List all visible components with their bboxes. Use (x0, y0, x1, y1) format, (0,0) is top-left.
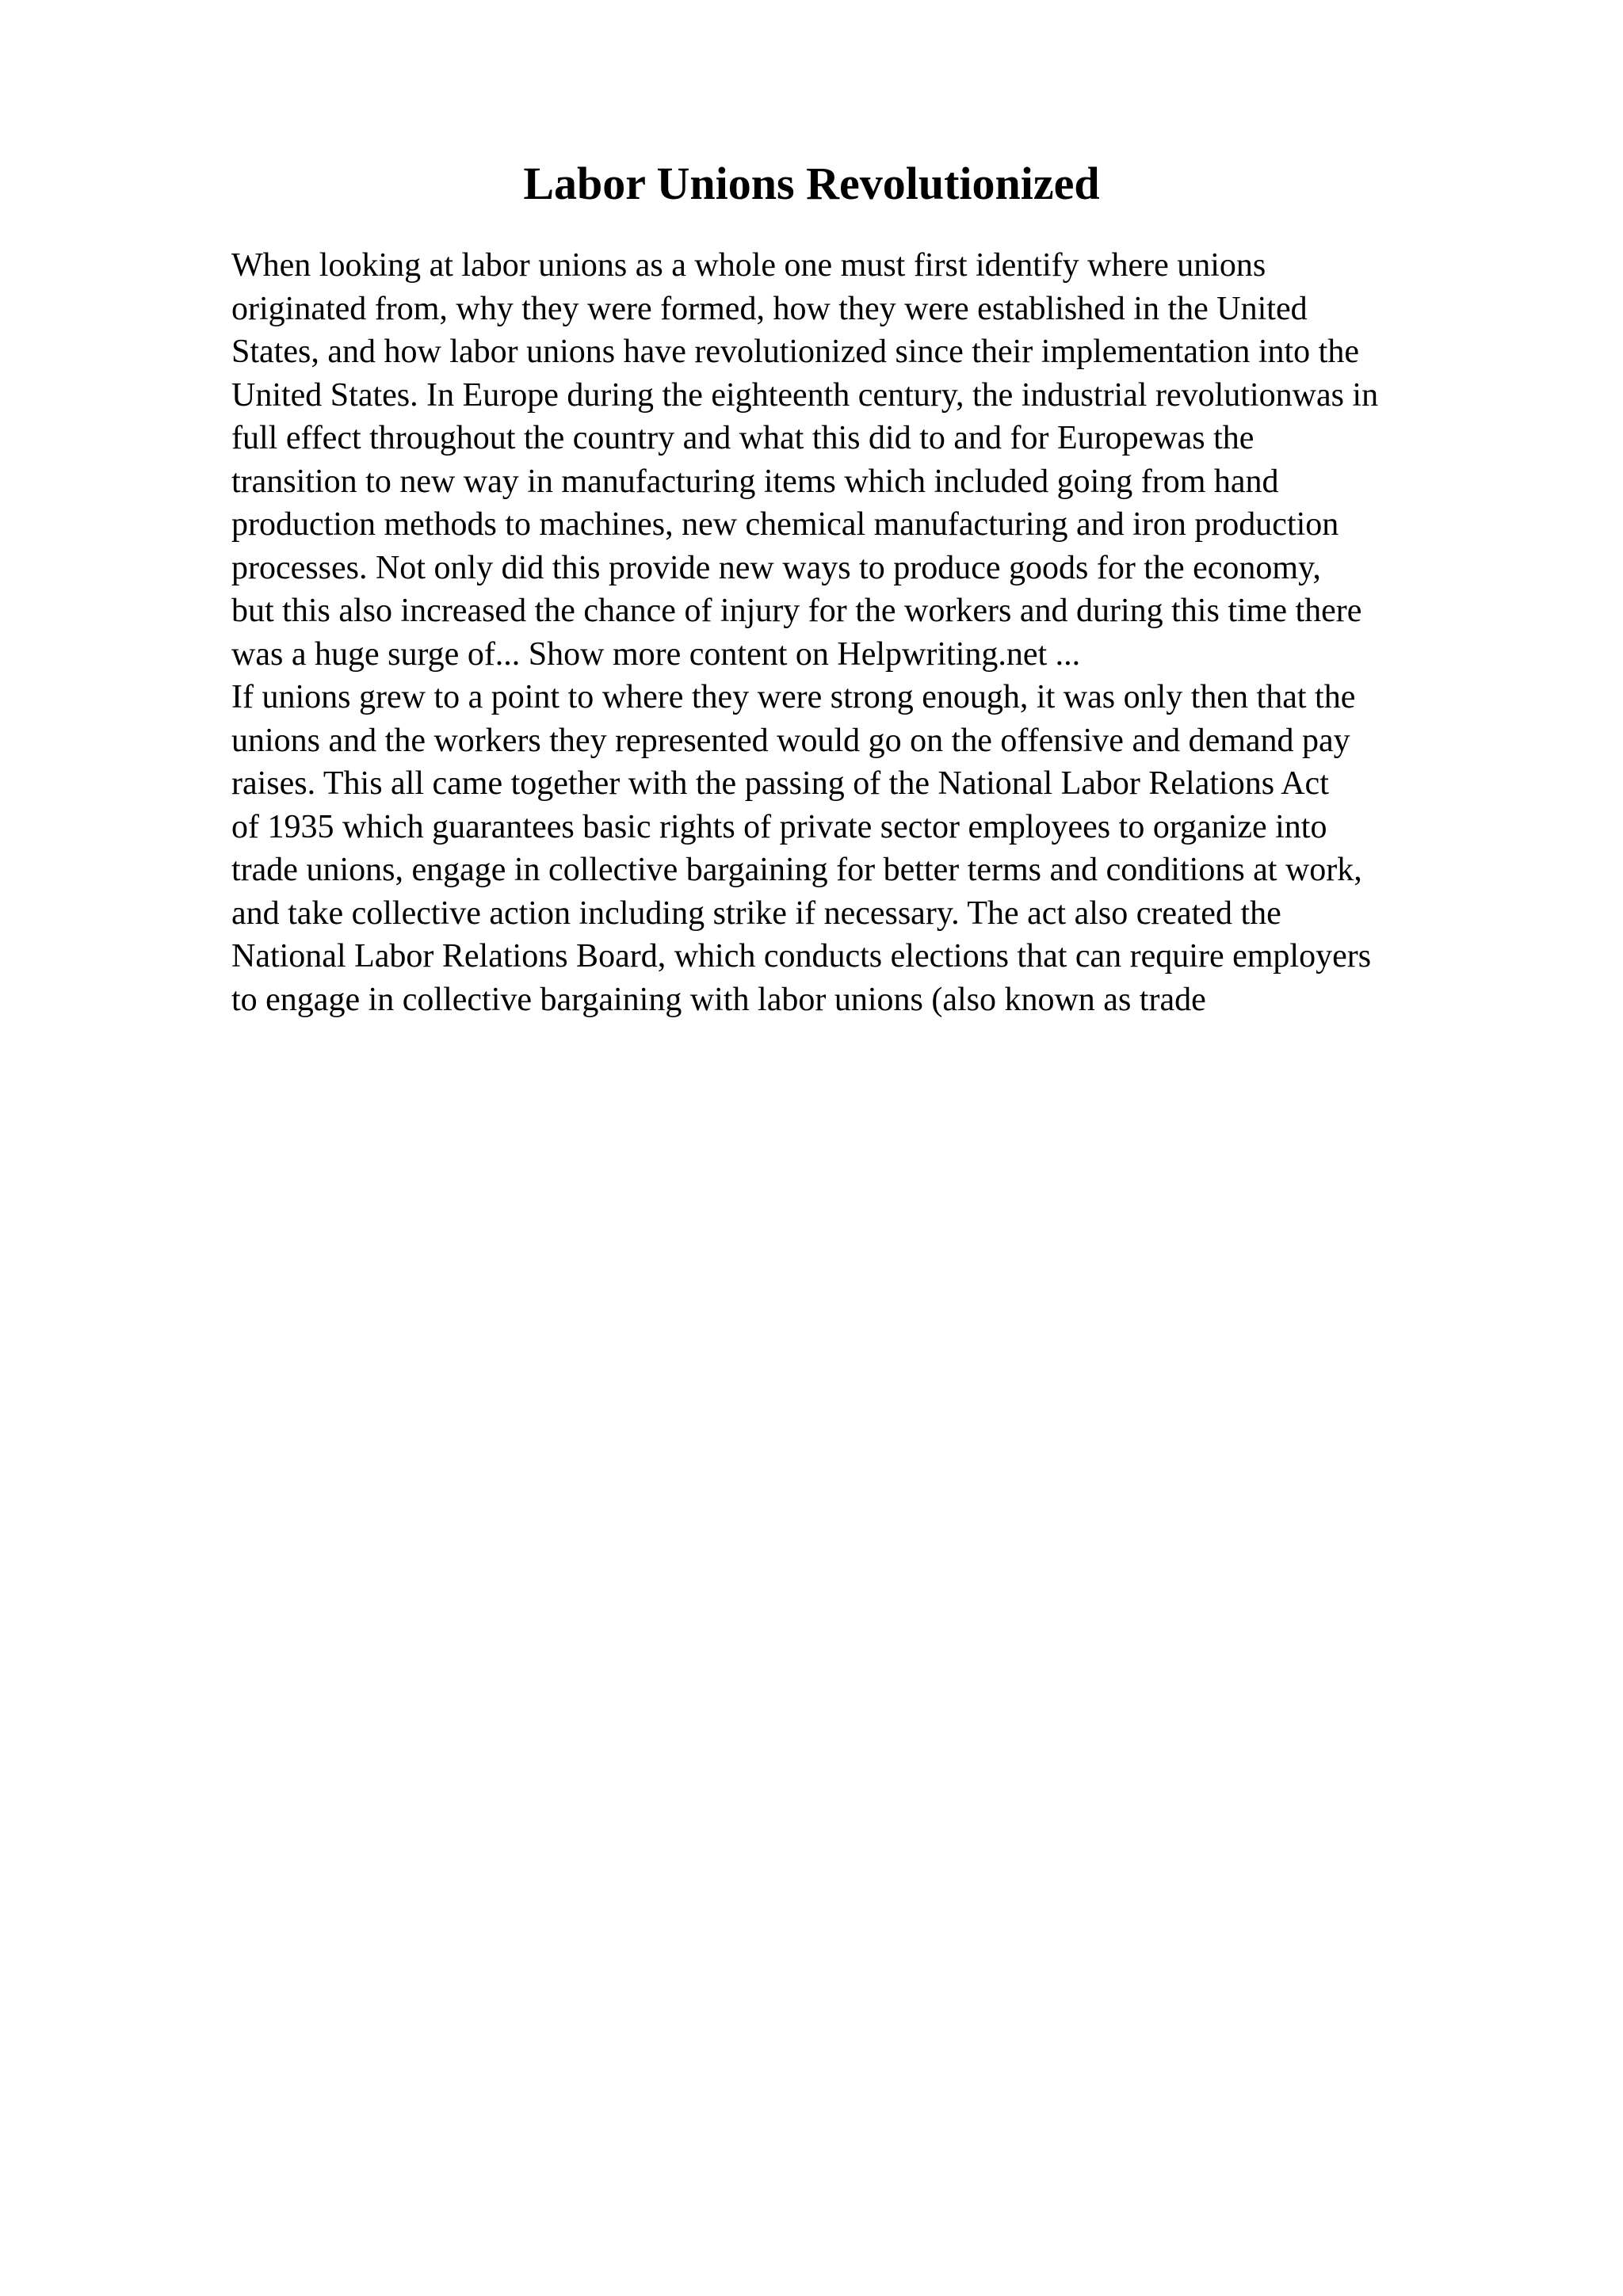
text-line: States, and how labor unions have revolutionized since their implementation into the (231, 334, 1359, 370)
text-line: raises. This all came together with the passing of the National Labor Relations Act (231, 765, 1329, 802)
text-line: processes. Not only did this provide new ways to produce goods for the economy, (231, 549, 1321, 586)
text-line: of 1935 which guarantees basic rights of private sector employees to organize into (231, 808, 1327, 845)
text-line: full effect throughout the country and what this did to and for Europewas the (231, 420, 1254, 456)
text-line: transition to new way in manufacturing items which included going from hand (231, 463, 1279, 500)
text-line: unions and the workers they represented would go on the offensive and demand pay (231, 722, 1350, 759)
text-line: trade unions, engage in collective bargaining for better terms and conditions at work, (231, 852, 1362, 888)
document-title: Labor Unions Revolutionized (523, 158, 1100, 209)
document-body (231, 244, 1531, 1021)
text-line: to engage in collective bargaining with labor unions (also known as trade (231, 981, 1206, 1018)
text-line: production methods to machines, new chemical manufacturing and iron production (231, 506, 1339, 543)
text-line: was a huge surge of... Show more content on Helpwriting.net ... (231, 635, 1081, 673)
text-line: When looking at labor unions as a whole one must first identify where unions (231, 247, 1266, 284)
text-line: United States. In Europe during the eighteenth century, the industrial revolutionwas in (231, 376, 1379, 414)
text-line: and take collective action including strike if necessary. The act also created the (231, 894, 1281, 932)
text-line: If unions grew to a point to where they were strong enough, it was only then that the (231, 679, 1356, 715)
text-line: National Labor Relations Board, which conducts elections that can require employers (231, 938, 1372, 974)
text-line: but this also increased the chance of injury for the workers and during this time there (231, 593, 1362, 629)
text-line: originated from, why they were formed, how they were established in the United (231, 290, 1308, 327)
